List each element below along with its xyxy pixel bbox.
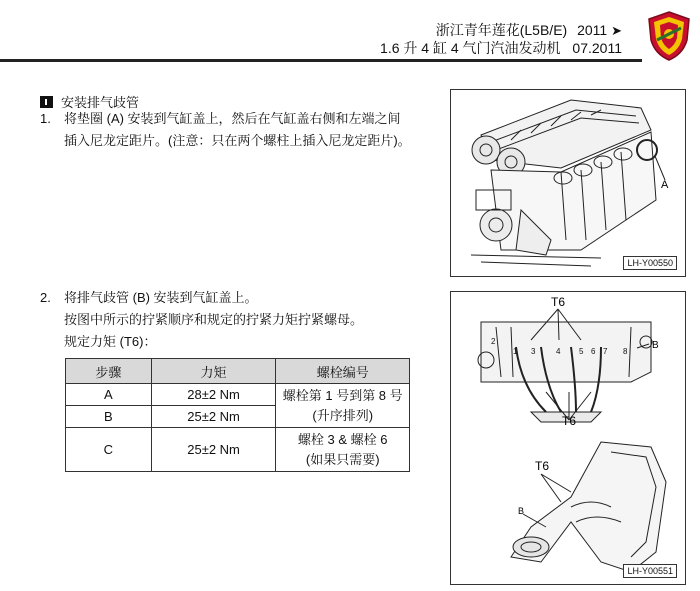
bolt-number: 4 bbox=[556, 347, 561, 356]
step-line: 将垫圈 (A) 安装到气缸盖上，然后在气缸盖右侧和左端之间 bbox=[64, 111, 401, 126]
engine-gasket-illustration bbox=[451, 90, 685, 276]
bolt-number: 7 bbox=[603, 347, 608, 356]
figure-manifold-sequence bbox=[450, 291, 686, 585]
manifold-sequence-illustration bbox=[451, 292, 685, 584]
step-line: 将排气歧管 (B) 安装到气缸盖上。 bbox=[64, 290, 258, 305]
header-date: 07.2011 bbox=[572, 40, 622, 56]
table-header-row bbox=[66, 359, 410, 384]
arrow-icon: ➤ bbox=[611, 23, 622, 38]
torque-label-bottom: T6 bbox=[562, 414, 577, 428]
header-title: 浙江青年莲花(L5B/E) bbox=[435, 22, 568, 38]
table-cell-step: A bbox=[66, 384, 152, 406]
table-header: 螺栓编号 bbox=[276, 359, 410, 384]
header-subtitle: 1.6 升 4 缸 4 气门汽油发动机 bbox=[380, 40, 561, 56]
callout-a: A bbox=[661, 179, 669, 191]
step-number: 1. bbox=[40, 111, 51, 126]
bolt-number: 1 bbox=[513, 347, 518, 356]
step-line: 按图中所示的拧紧顺序和规定的拧紧力矩拧紧螺母。 bbox=[64, 312, 364, 327]
step-1 bbox=[40, 108, 411, 152]
header-rule bbox=[0, 59, 642, 62]
callout-b-left: B bbox=[518, 506, 525, 516]
bolts-line: 螺栓第 1 号到第 8 号 bbox=[282, 387, 403, 403]
table-header: 力矩 bbox=[151, 359, 276, 384]
bolt-number: 5 bbox=[579, 347, 584, 356]
callout-b-right: B bbox=[652, 340, 659, 351]
header-subtitle-line bbox=[380, 38, 622, 58]
figure-engine-gasket bbox=[450, 89, 686, 277]
figure-code: LH-Y00551 bbox=[623, 564, 677, 578]
bolts-line: (如果只需要) bbox=[305, 451, 380, 467]
table-cell-torque: 28±2 Nm bbox=[151, 384, 276, 406]
bolt-number: 8 bbox=[623, 347, 628, 356]
bolt-number: 3 bbox=[531, 347, 536, 356]
table-cell-torque: 25±2 Nm bbox=[151, 428, 276, 472]
header-title-line bbox=[436, 20, 622, 40]
bolt-number: 6 bbox=[591, 347, 596, 356]
step-line: 插入尼龙定距片。(注意：只在两个螺柱上插入尼龙定距片)。 bbox=[64, 133, 411, 148]
table-cell-bolts bbox=[276, 384, 410, 428]
bolts-line: (升序排列) bbox=[312, 407, 374, 423]
step-2 bbox=[40, 287, 364, 353]
table-header: 步骤 bbox=[66, 359, 152, 384]
brand-logo-icon bbox=[645, 10, 693, 62]
table-cell-torque: 25±2 Nm bbox=[151, 406, 276, 428]
figure-code: LH-Y00550 bbox=[623, 256, 677, 270]
table-cell-bolts bbox=[276, 428, 410, 472]
table-row bbox=[66, 428, 410, 472]
section-title: 安装排气歧管 bbox=[61, 95, 140, 110]
torque-label-top: T6 bbox=[551, 295, 566, 309]
torque-table bbox=[65, 358, 410, 472]
bolt-number: 2 bbox=[491, 337, 496, 346]
bolts-line: 螺栓 3 & 螺栓 6 bbox=[297, 431, 388, 447]
header-year: 2011 bbox=[577, 22, 608, 38]
step-number: 2. bbox=[40, 290, 51, 305]
table-cell-step: B bbox=[66, 406, 152, 428]
section-marker-icon bbox=[40, 96, 53, 108]
table-cell-step: C bbox=[66, 428, 152, 472]
torque-label-lower: T6 bbox=[535, 459, 550, 473]
step-line: 规定力矩 (T6)： bbox=[64, 334, 157, 349]
table-row bbox=[66, 384, 410, 406]
